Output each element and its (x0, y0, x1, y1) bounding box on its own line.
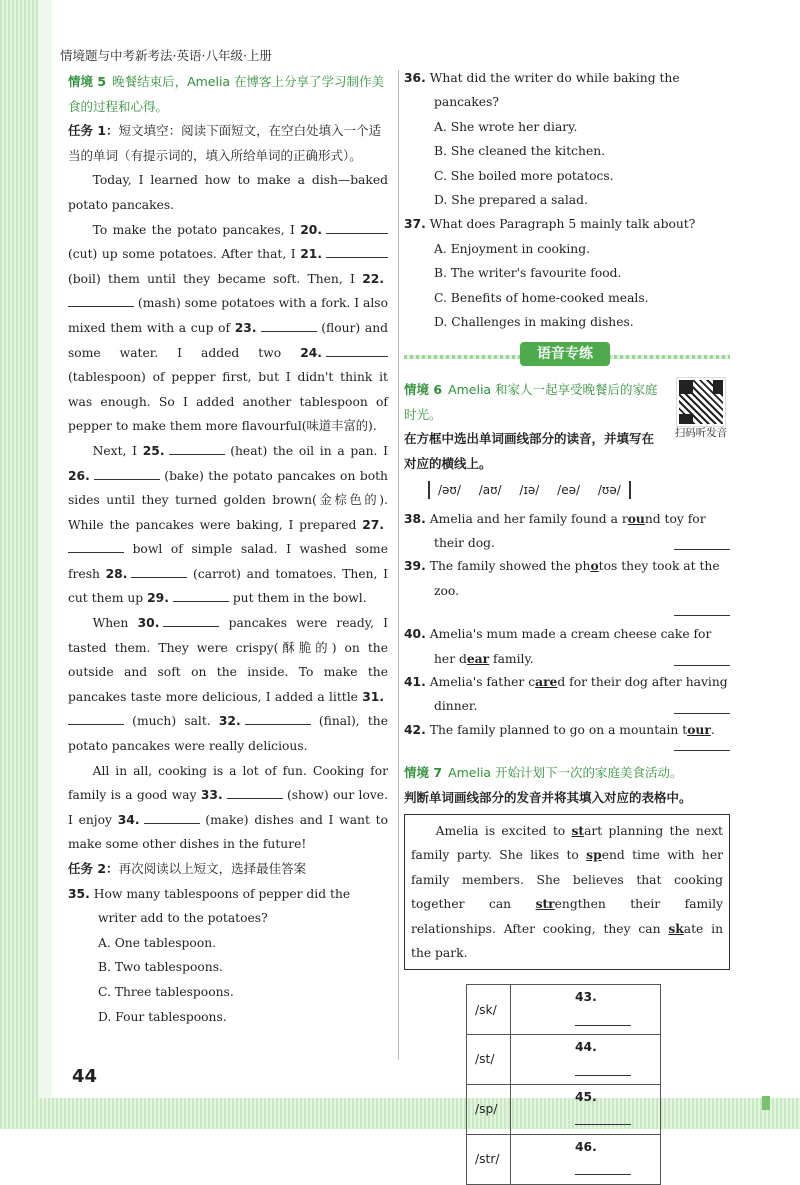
text: To make the potato pancakes, I (92, 222, 295, 237)
text: When (92, 616, 129, 631)
question-text: What did the writer do while baking the pancakes? (429, 71, 680, 110)
blank-number-20: 20. (300, 222, 322, 237)
text: put them in the bowl. (232, 591, 367, 606)
text: family. (489, 651, 534, 666)
blank-number-29: 29. (147, 591, 169, 606)
blank-number-32: 32. (218, 714, 241, 729)
scene5-tag: 情境 5 (68, 74, 107, 89)
text: (flour) and some water. I added two (68, 320, 389, 360)
option-35-b[interactable]: B. Two tablespoons. (98, 960, 223, 975)
underlined-letters: ou (627, 510, 645, 526)
blank-number-30: 30. (137, 616, 160, 631)
blank-25[interactable] (169, 441, 225, 455)
text: end time with her family members. She believes that cooking together can (411, 848, 723, 912)
underlined-letters: ear (466, 650, 490, 666)
blank-23[interactable] (261, 318, 317, 332)
text: All in all, cooking is a lot of fun. Cooking for family is a good way (68, 763, 388, 803)
task1-heading (68, 119, 388, 168)
blank-26[interactable] (94, 466, 160, 480)
blank-28[interactable] (131, 564, 187, 578)
question-37 (404, 212, 730, 236)
underlined-letters: o (590, 558, 599, 574)
phonetic-3: /ɪə/ (519, 483, 540, 498)
section-banner (404, 340, 730, 370)
option-36-a[interactable]: A. She wrote her diary. (434, 119, 578, 134)
banner-label: 语音专练 (520, 342, 610, 366)
option-36-b[interactable]: B. She cleaned the kitchen. (434, 144, 606, 159)
blank-number-31: 31. (362, 689, 384, 704)
table-answer-cell[interactable] (511, 1035, 661, 1085)
phonetic-4: /eə/ (557, 483, 581, 498)
question-number: 35. (68, 886, 90, 901)
phonetic-2: /aʊ/ (478, 483, 502, 498)
blank-44[interactable] (575, 1062, 631, 1076)
task1-desc: 短文填空：阅读下面短文，在空白处填入一个适当的单词（有提示词的，填入所给单词的正确形式）。 (68, 123, 382, 163)
scene7-desc: Amelia 开始计划下一次的家庭美食活动。 (448, 765, 683, 781)
passage-p1: Today, I learned how to make a dish—baked potato pancakes. (68, 173, 388, 212)
item-40 (404, 622, 730, 666)
question-number: 36. (404, 71, 426, 85)
item-38 (404, 507, 730, 551)
page-border-left (0, 0, 38, 1129)
text: Amelia's mum made a cream cheese cake for her d (429, 627, 712, 666)
table-answer-cell[interactable] (511, 985, 661, 1035)
blank-33[interactable] (227, 785, 283, 799)
item-number: 42. (404, 722, 426, 737)
item-41 (404, 670, 730, 714)
scene7-instruction: 判断单词画线部分的发音并将其填入对应的表格中。 (404, 789, 692, 805)
text: (boil) them until they became soft. Then, I (68, 271, 355, 286)
text: Amelia is excited to (435, 823, 572, 838)
blank-number-23: 23. (234, 320, 257, 335)
table-phonetic: /st/ (467, 1035, 511, 1085)
blank-20[interactable] (326, 220, 388, 234)
table-number: 45. (575, 1090, 597, 1105)
column-divider (398, 70, 399, 1060)
text: engthen their family relationships. After cooking, they can (411, 897, 723, 936)
task1-label: 任务 1： (68, 123, 119, 139)
text: tos they took at the zoo. (434, 559, 720, 598)
task2-heading (68, 857, 388, 882)
item-number: 40. (404, 627, 426, 642)
blank-30[interactable] (163, 613, 219, 627)
story-box (404, 814, 730, 970)
text: The family showed the ph (429, 559, 591, 574)
underlined-letters: st (571, 822, 585, 838)
text: (final), the potato pancakes were really delicious. (68, 714, 388, 754)
scene6-title (404, 378, 666, 427)
option-36-c[interactable]: C. She boiled more potatocs. (434, 168, 614, 183)
table-phonetic: /sp/ (467, 1085, 511, 1135)
text: (much) salt. (132, 714, 211, 729)
text: Next, I (92, 443, 137, 458)
blank-43[interactable] (575, 1012, 631, 1026)
table-phonetic: /sk/ (467, 985, 511, 1035)
text: (show) our love. I enjoy (68, 788, 388, 827)
text: (carrot) and tomatoes. Then, I cut them up (68, 566, 388, 606)
blank-21[interactable] (326, 244, 388, 258)
underlined-letters: str (535, 896, 555, 912)
item-39 (404, 554, 730, 616)
question-text: What does Paragraph 5 mainly talk about? (429, 217, 696, 232)
option-35-c[interactable]: C. Three tablespoons. (98, 984, 234, 999)
blank-number-33: 33. (200, 788, 223, 803)
item-42 (404, 718, 730, 751)
blank-27[interactable] (68, 539, 124, 553)
text: (heat) the oil in a pan. I (230, 443, 388, 458)
underlined-letters: sp (586, 847, 602, 863)
table-row (467, 1035, 661, 1085)
table-row (467, 985, 661, 1035)
scene5-title (68, 70, 388, 119)
qr-label: 扫码听发音 (674, 427, 728, 440)
scene7-title (404, 761, 730, 785)
blank-number-34: 34. (117, 812, 140, 827)
left-column (68, 70, 388, 1029)
blank-32[interactable] (245, 711, 311, 725)
phonetic-answer-table (466, 984, 661, 1184)
question-35 (68, 882, 388, 931)
table-row (467, 1134, 661, 1184)
blank-number-28: 28. (105, 566, 128, 581)
scene6-desc: Amelia 和家人一起享受晚餐后的家庭时光。 (404, 382, 658, 422)
underlined-letters: are (535, 673, 558, 689)
text: pancakes were ready, I tasted them. They were crispy(酥脆的) on the outside and soft on the inside. To make the pancakes taste more delicious, I added a little (68, 616, 388, 704)
scene5-desc: 晚餐结束后，Amelia 在博客上分享了学习制作美食的过程和心得。 (68, 74, 385, 114)
text: Amelia and her family found a r (429, 511, 628, 526)
right-column (404, 66, 730, 1185)
question-text: How many tablespoons of pepper did the writer add to the potatoes? (93, 886, 351, 926)
answer-line-39[interactable] (674, 615, 730, 616)
book-header: 情境题与中考新考法·英语·八年级·上册 (60, 48, 272, 63)
passage-p5 (68, 759, 388, 857)
answer-line-38[interactable] (674, 549, 730, 550)
page-number: 44 (72, 1066, 98, 1087)
blank-number-22: 22. (362, 271, 384, 286)
underlined-letters: sk (668, 920, 684, 936)
answer-line-41[interactable] (674, 713, 730, 714)
text: . (710, 722, 715, 737)
text: (bake) the potato pancakes on both sides until they turned golden brown(金棕色的). While the pancakes were baking, I prepared (68, 468, 388, 532)
blank-31[interactable] (68, 711, 124, 725)
blank-number-27: 27. (362, 517, 384, 532)
text: bowl of simple salad. I washed some fresh (68, 542, 388, 581)
phonetic-box-row (404, 478, 730, 502)
scene6-instruction: 在方框中选出单词画线部分的读音，并填写在对应的横线上。 (404, 431, 655, 471)
option-35-d[interactable]: D. Four tablespoons. (98, 1009, 227, 1024)
item-number: 39. (404, 559, 426, 574)
text: art planning the next family party. She likes to (411, 823, 723, 863)
qr-code-icon[interactable] (677, 378, 725, 426)
passage-p3 (68, 439, 388, 611)
table-phonetic: /str/ (467, 1134, 511, 1184)
text: (mash) some potatoes with a fork. I also mixed them with a cup of (68, 296, 388, 335)
option-36-d[interactable]: D. She prepared a salad. (434, 193, 588, 208)
page-corner-mark (762, 1096, 770, 1110)
scene6-tag: 情境 6 (404, 382, 443, 398)
text: (tablespoon) of pepper first, but I didn't think it was enough. So I added another tablespoon of pepper to make them more flavourful(味道丰富的). (68, 370, 388, 434)
option-37-b[interactable]: B. The writer's favourite food. (434, 266, 622, 281)
table-number: 44. (575, 1040, 597, 1055)
table-number: 46. (575, 1139, 597, 1154)
blank-34[interactable] (144, 810, 200, 824)
table-number: 43. (575, 990, 597, 1005)
option-37-c[interactable]: C. Benefits of home-cooked meals. (434, 290, 649, 305)
question-number: 37. (404, 217, 426, 232)
underlined-letters: our (687, 721, 711, 737)
option-37-a[interactable]: A. Enjoyment in cooking. (434, 241, 591, 256)
scene7-tag: 情境 7 (404, 765, 443, 781)
table-row (467, 1085, 661, 1135)
phonetic-5: /ʊə/ (597, 483, 621, 498)
blank-number-26: 26. (68, 468, 90, 483)
passage-p2 (68, 218, 388, 439)
scene6-header (404, 378, 730, 476)
text: (cut) up some potatoes. After that, I (68, 247, 296, 262)
table-answer-cell[interactable] (511, 1134, 661, 1184)
option-37-d[interactable]: D. Challenges in making dishes. (434, 315, 634, 330)
item-number: 38. (404, 511, 426, 526)
answer-line-42[interactable] (674, 750, 730, 751)
blank-46[interactable] (575, 1161, 631, 1175)
blank-number-25: 25. (142, 443, 165, 458)
text: d for their dog after having dinner. (434, 674, 728, 714)
task2-desc: 再次阅读以上短文，选择最佳答案 (118, 861, 307, 876)
phonetic-1: /əʊ/ (438, 483, 461, 498)
answer-line-40[interactable] (674, 665, 730, 666)
blank-24[interactable] (326, 343, 388, 357)
text: ate in the park. (411, 921, 724, 960)
page-border-left-inner (38, 0, 52, 1129)
question-36 (404, 66, 730, 115)
blank-number-24: 24. (300, 345, 322, 360)
phonetic-box (428, 481, 631, 499)
text: The family planned to go on a mountain t (429, 722, 688, 737)
blank-number-21: 21. (300, 247, 322, 262)
blank-22[interactable] (68, 293, 134, 307)
text: (make) dishes and I want to make some other dishes in the future! (68, 812, 388, 852)
passage-p4 (68, 611, 388, 759)
blank-29[interactable] (173, 588, 229, 602)
option-35-a[interactable]: A. One tablespoon. (98, 935, 217, 950)
item-number: 41. (404, 674, 426, 689)
table-answer-cell[interactable] (511, 1085, 661, 1135)
text: Amelia's father c (429, 674, 536, 689)
blank-45[interactable] (575, 1111, 631, 1125)
text: nd toy for their dog. (434, 511, 706, 550)
task2-label: 任务 2： (68, 861, 119, 876)
qr-code-block[interactable] (672, 378, 730, 440)
